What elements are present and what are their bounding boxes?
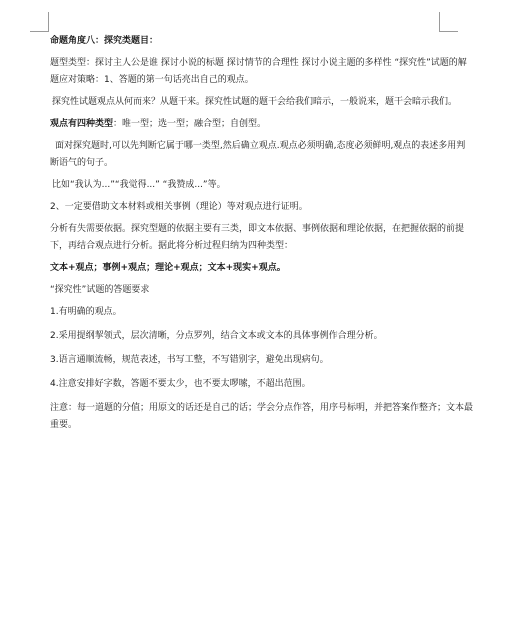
paragraph-evidence: 2、一定要借助文本材料或相关事例（理论）等对观点进行证明。 <box>50 202 308 212</box>
requirement-item-1: 1.有明确的观点。 <box>50 307 122 317</box>
requirement-item-3: 3.语言通顺流畅，规范表述，书写工整，不写错别字，避免出现病句。 <box>50 355 329 365</box>
paragraph-viewpoint-types <box>50 116 474 133</box>
paragraph-notes: 注意：每一道题的分值；用原文的话还是自己的话；学会分点作答，用序号标明，并把答案作整齐；文本最重要。 <box>50 403 474 430</box>
crop-mark-top-left-vertical <box>48 12 49 32</box>
paragraph-question-types: 题型类型：探讨主人公是谁 探讨小说的标题 探讨情节的合理性 探讨小说主题的多样性 “探究性”试题的解题应对策略：1、答题的第一句话亮出自己的观点。 <box>50 58 467 85</box>
paragraph-requirements-title: “探究性”试题的答题要求 <box>50 285 150 295</box>
requirement-item-2: 2.采用提纲挈领式，层次清晰，分点罗列，结合文本或文本的具体事例作合理分析。 <box>50 331 383 341</box>
paragraph-viewpoint-source: 探究性试题观点从何而来？从题干来。探究性试题的题干会给我们暗示，一般说来，题干会暗示我们。 <box>52 97 458 107</box>
crop-mark-top-left-horizontal <box>30 31 49 32</box>
document-body <box>50 33 474 434</box>
viewpoint-types-text: ：唯一型；选一型；融合型；自创型。 <box>113 119 267 129</box>
paragraph-judgement: 面对探究题时,可以先判断它属于哪一类型,然后确立观点.观点必须明确,态度必须鲜明,观点的表述多用判断语气的句子。 <box>50 141 466 168</box>
section-heading: 命题角度八：探究类题目： <box>50 36 159 46</box>
paragraph-examples: 比如“我认为...”“我觉得...” “我赞成...”等。 <box>52 180 226 190</box>
crop-mark-top-right-horizontal <box>439 31 458 32</box>
crop-mark-top-right-vertical <box>439 12 440 32</box>
requirement-item-4: 4.注意安排好字数，答题不要太少，也不要太啰嗦，不超出范围。 <box>50 379 311 389</box>
paragraph-four-patterns: 文本+观点；事例+观点；理论+观点；文本+现实+观点。 <box>50 263 286 273</box>
viewpoint-types-label: 观点有四种类型 <box>50 119 114 129</box>
paragraph-analysis-basis: 分析有失需要依据。探究型题的依据主要有三类，即文本依据、事例依据和理论依据，在把握依据的前提下，再结合观点进行分析。据此将分析过程归纳为四种类型： <box>50 224 465 251</box>
